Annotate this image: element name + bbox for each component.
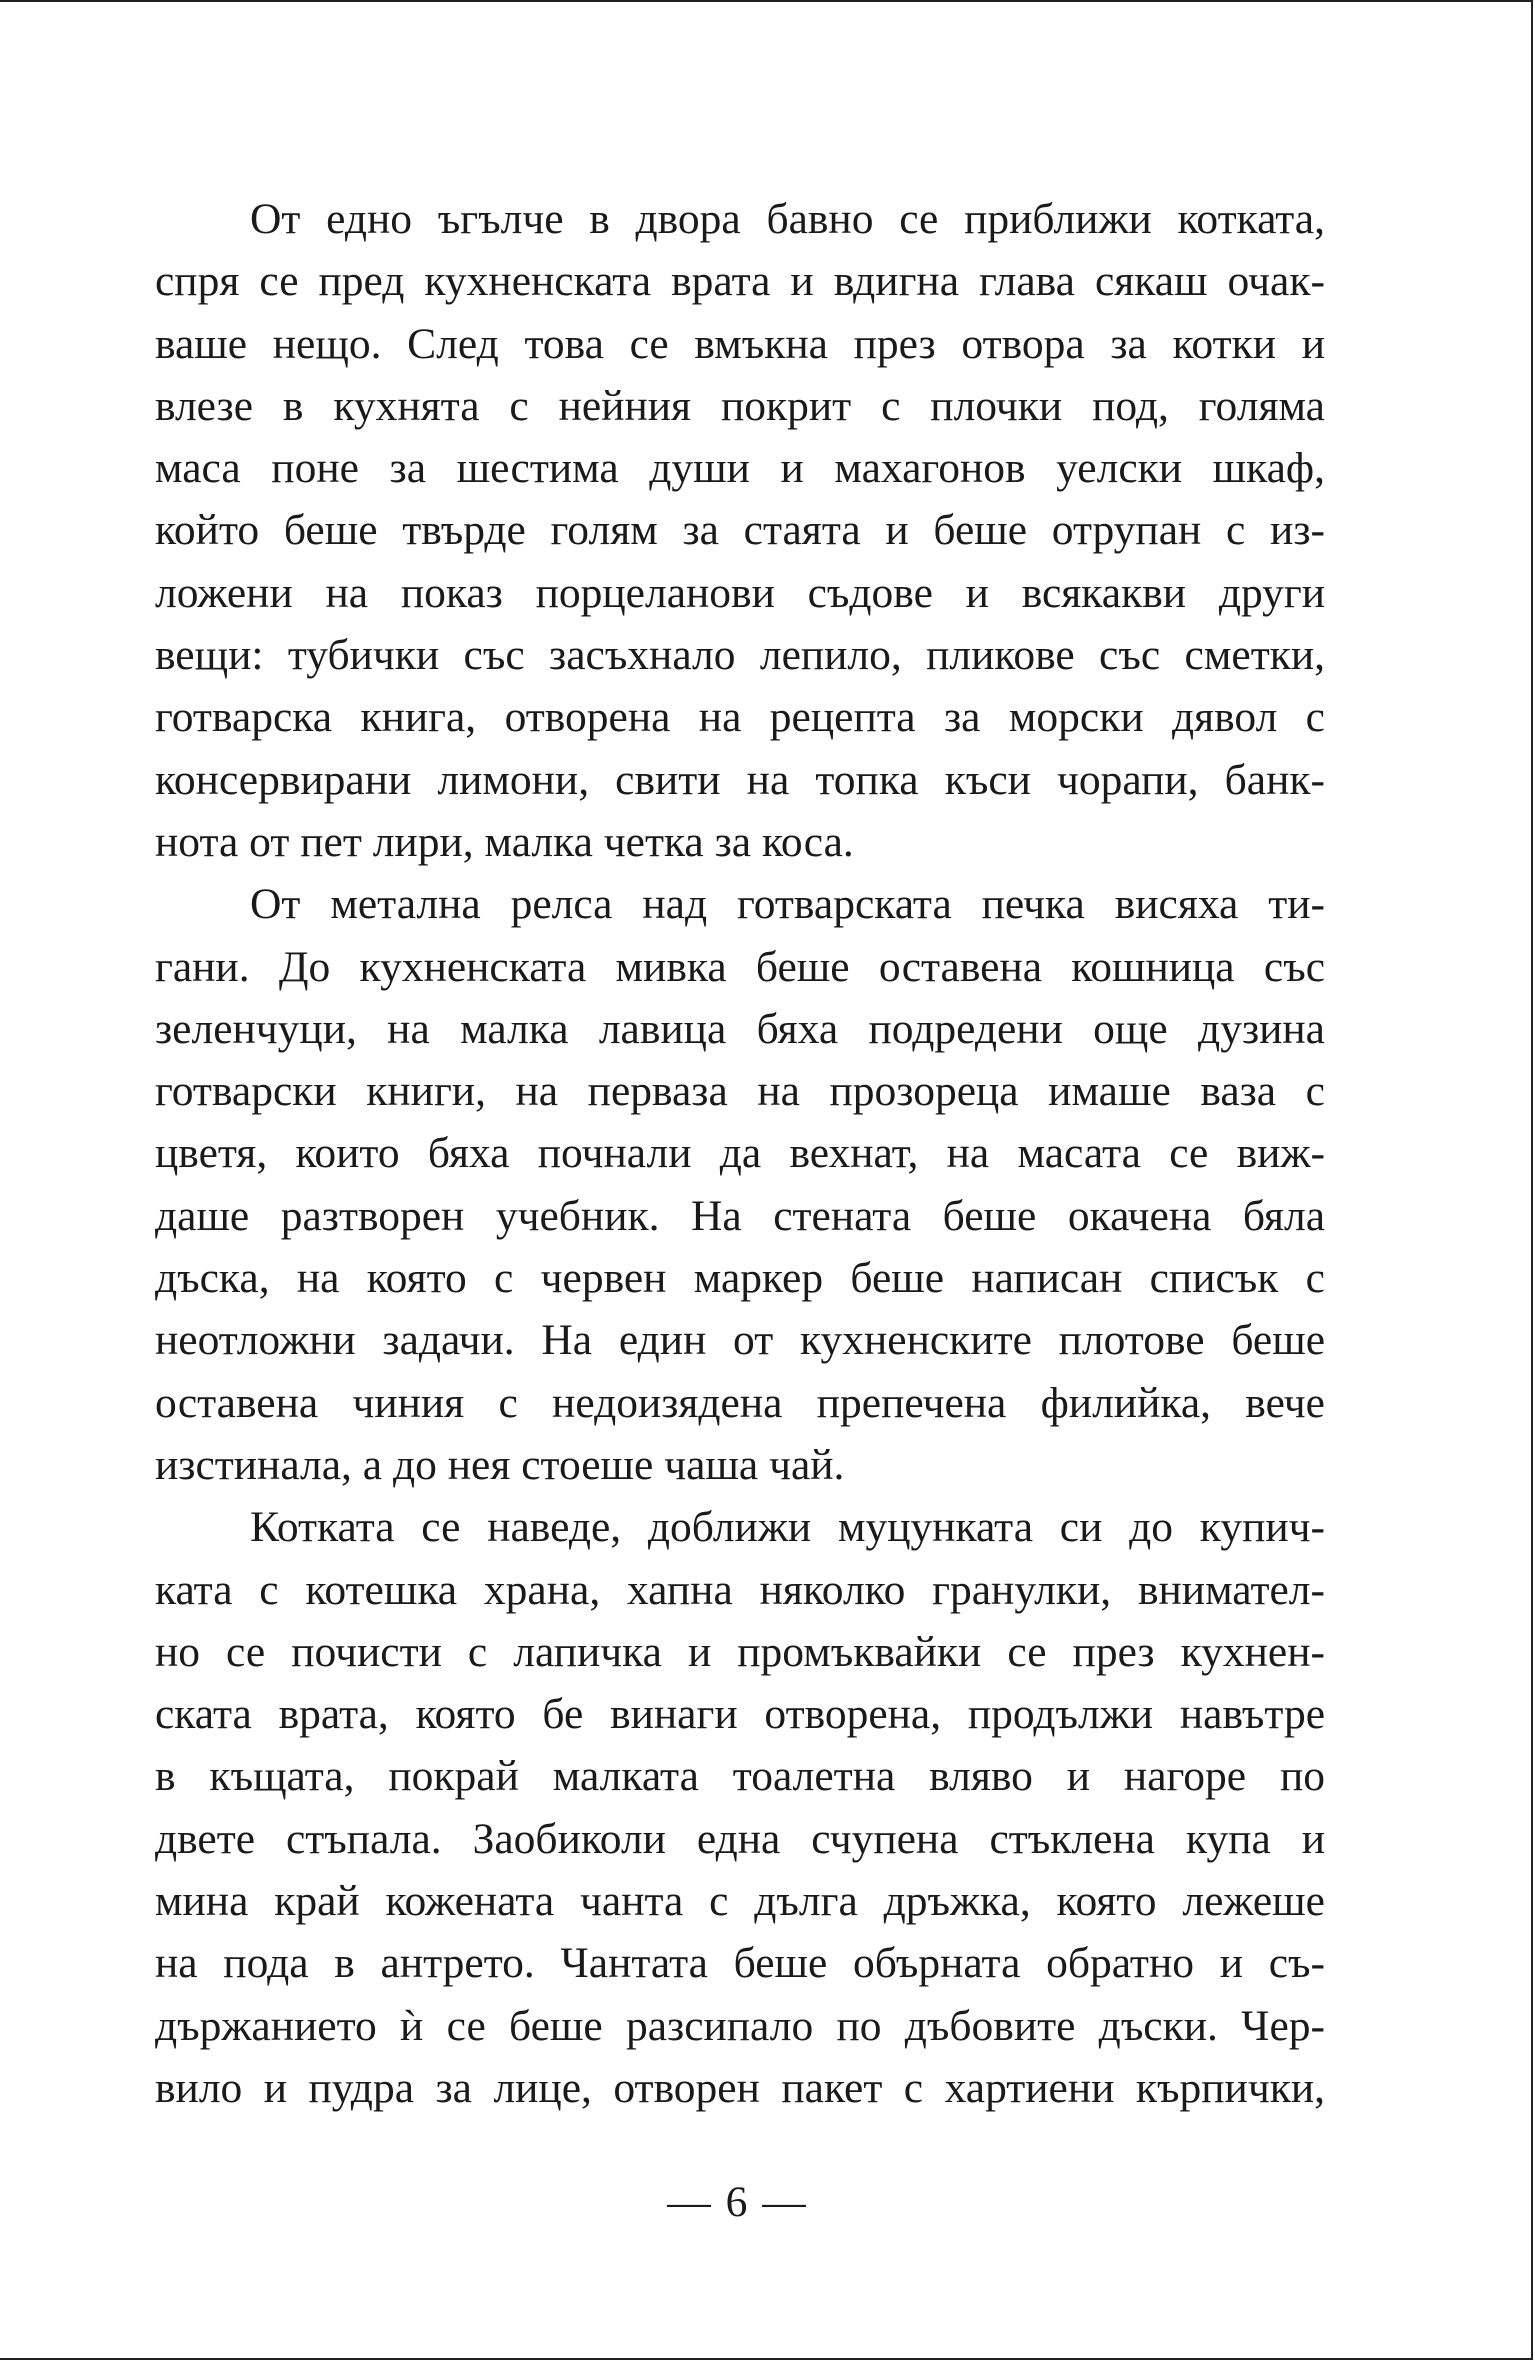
text-line: гани. До кухненската мивка беше оставена кошница със — [155, 942, 1325, 991]
text-line: неотложни задачи. На един от кухненските плотове беше — [155, 1316, 1325, 1365]
text-line: но се почисти с лапичка и промъквайки се през кухнен- — [155, 1627, 1325, 1676]
text-line: маса поне за шестима души и махагонов уелски шкаф, — [155, 444, 1325, 493]
text-line: готварски книги, на перваза на прозореца имаше ваза с — [155, 1067, 1325, 1116]
text-line: От едно ъгълче в двора бавно се приближи котката, — [250, 195, 1325, 243]
body-text — [155, 188, 1325, 2119]
paragraph-1 — [155, 188, 1325, 873]
paragraph-3 — [155, 1496, 1325, 2119]
text-line: ложени на показ порцеланови съдове и всякакви други — [155, 568, 1325, 617]
text-line: вило и пудра за лице, отворен пакет с хартиени кърпички, — [155, 2063, 1325, 2112]
text-line: Котката се наведе, доближи муцунката си до купич- — [250, 1503, 1325, 1552]
text-line: готварска книга, отворена на рецепта за морски дявол с — [155, 693, 1325, 742]
text-line: изстинала, а до нея стоеше чаша чай. — [155, 1440, 845, 1489]
text-line: От метална релса над готварската печка висяха ти- — [250, 880, 1325, 929]
text-line: спря се пред кухненската врата и вдигна глава сякаш очак- — [155, 257, 1325, 306]
text-line: дъска, на която с червен маркер беше написан списък с — [155, 1254, 1325, 1303]
text-line: мина край кожената чанта с дълга дръжка, която лежеше — [155, 1877, 1325, 1926]
text-line: в къщата, покрай малката тоалетна вляво и нагоре по — [155, 1752, 1325, 1801]
text-line: държанието ѝ се беше разсипало по дъбовите дъски. Чер- — [155, 2001, 1325, 2050]
text-line: ката с котешка храна, хапна няколко гранулки, внимател- — [155, 1565, 1325, 1614]
text-line: двете стъпала. Заобиколи една счупена стъклена купа и — [155, 1814, 1325, 1863]
paragraph-2 — [155, 873, 1325, 1496]
text-line: даше разтворен учебник. На стената беше окачена бяла — [155, 1191, 1325, 1240]
page-number: — 6 — — [667, 2178, 808, 2226]
text-line: зеленчуци, на малка лавица бяха подредени още дузина — [155, 1004, 1325, 1053]
text-line: консервирани лимони, свити на топка къси чорапи, банк- — [155, 755, 1325, 804]
text-line: оставена чиния с недоизядена препечена филийка, вече — [155, 1378, 1325, 1427]
text-line: ската врата, която бе винаги отворена, продължи навътре — [155, 1690, 1325, 1739]
text-line: който беше твърде голям за стаята и беше отрупан с из- — [155, 506, 1325, 555]
text-line: на пода в антрето. Чантата беше обърната обратно и съ- — [155, 1939, 1325, 1988]
text-line: влезе в кухнята с нейния покрит с плочки под, голяма — [155, 381, 1325, 430]
text-line: вещи: тубички със засъхнало лепило, пликове със сметки, — [155, 631, 1325, 680]
text-line: нота от пет лири, малка четка за коса. — [155, 817, 854, 866]
text-line: ваше нещо. След това се вмъкна през отвора за котки и — [155, 319, 1325, 368]
text-line: цветя, които бяха почнали да вехнат, на масата се виж- — [155, 1129, 1325, 1178]
